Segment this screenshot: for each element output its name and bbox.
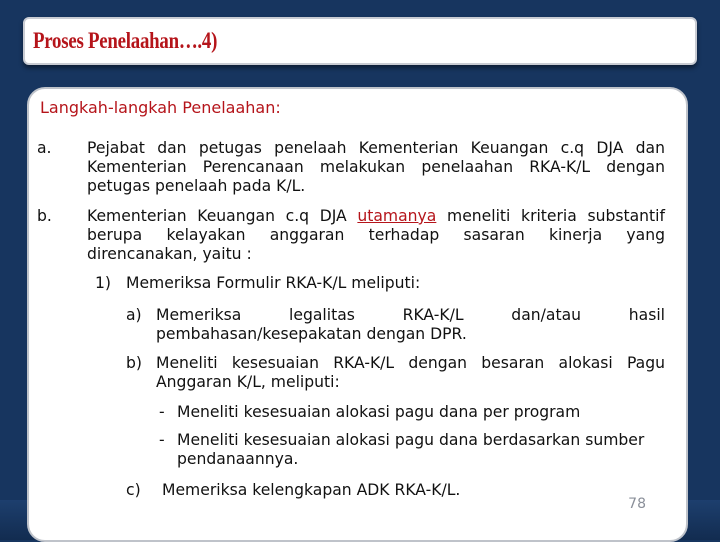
item-a-line-3: petugas penelaah pada K/L. (87, 177, 306, 195)
item-a-marker: a. (37, 139, 52, 157)
subitem-a-line-2: pembahasan/kesepakatan dengan DPR. (156, 325, 467, 343)
bullet-2-marker: - (159, 431, 165, 449)
bullet-2-line-2: pendanaannya. (177, 450, 299, 468)
section-heading: Langkah-langkah Penelaahan: (40, 98, 281, 117)
bullet-2-line-1: Meneliti kesesuaian alokasi pagu dana berdasarkan sumber (177, 431, 645, 449)
item-b-marker: b. (37, 207, 52, 225)
sub1-marker: 1) (95, 274, 112, 292)
subitem-a-marker: a) (126, 306, 142, 324)
item-b-line-1 (87, 207, 665, 226)
subitem-b-line-2: Anggaran K/L, meliputi: (156, 373, 340, 391)
sub1-text: Memeriksa Formulir RKA-K/L meliputi: (126, 274, 421, 292)
subitem-b-line-1: Meneliti kesesuaian RKA-K/L dengan besaran alokasi Pagu (156, 354, 665, 372)
title-bar (23, 17, 697, 65)
item-b-highlight: utamanya (357, 207, 437, 225)
page-title: Proses Penelaahan….4) (33, 28, 218, 53)
subitem-a-line-1: Memeriksa legalitas RKA-K/L dan/atau hasil (156, 306, 665, 324)
subitem-b-marker: b) (126, 354, 142, 372)
page-number: 78 (628, 496, 646, 512)
subitem-c-text: Memeriksa kelengkapan ADK RKA-K/L. (162, 481, 461, 499)
item-b-line-3: direncanakan, yaitu : (87, 245, 252, 263)
bullet-1-text: Meneliti kesesuaian alokasi pagu dana per program (177, 403, 581, 421)
item-b-line-1-post: meneliti kriteria substantif (436, 207, 665, 225)
item-a-line-2: Kementerian Perencanaan melakukan penelaahan RKA-K/L dengan (87, 158, 665, 176)
bullet-1-marker: - (159, 403, 165, 421)
item-b-line-1-pre: Kementerian Keuangan c.q DJA (87, 207, 358, 225)
subitem-c-marker: c) (126, 481, 141, 499)
item-b-line-2: berupa kelayakan anggaran terhadap sasaran kinerja yang (87, 226, 665, 244)
item-a-line-1: Pejabat dan petugas penelaah Kementerian Keuangan c.q DJA dan (87, 139, 665, 157)
content-panel (27, 87, 688, 542)
